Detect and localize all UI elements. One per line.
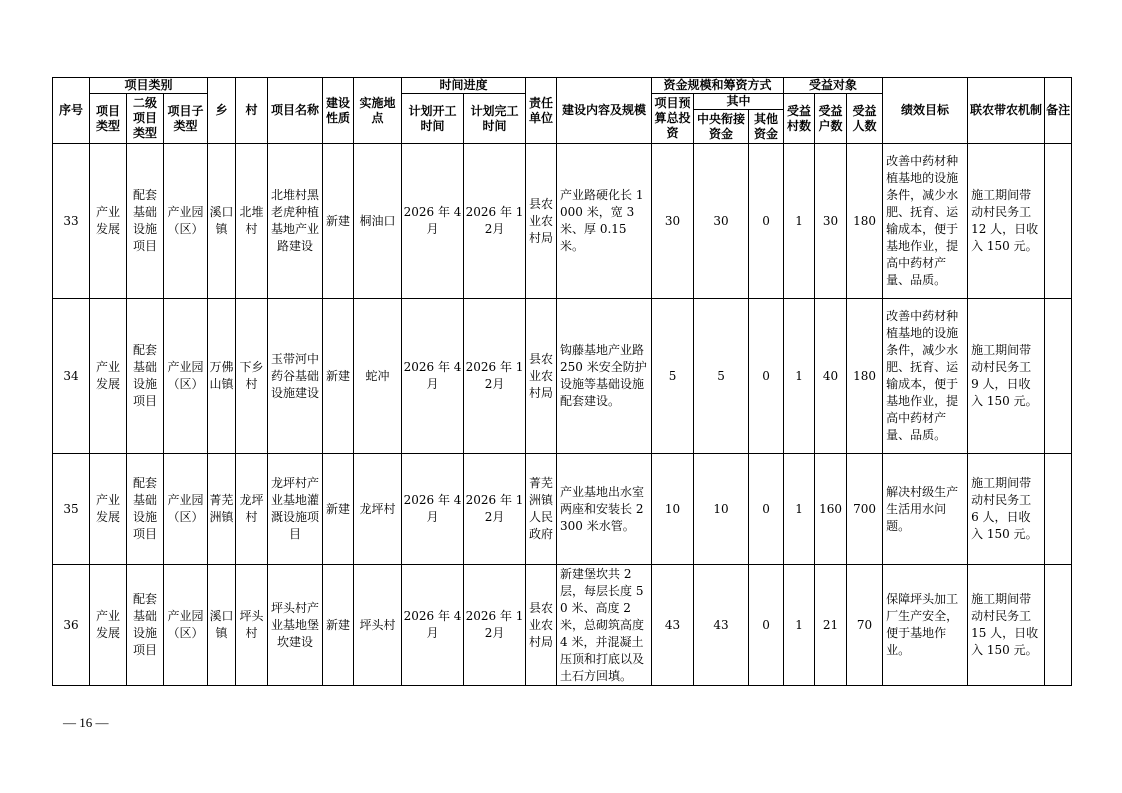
cell-performance: 解决村级生产生活用水问题。 (883, 454, 968, 565)
cell-plan-end: 2026 年 12月 (464, 144, 526, 299)
cell-location: 龙坪村 (354, 454, 402, 565)
cell-villages: 1 (784, 299, 815, 454)
cell-total-budget: 10 (652, 454, 694, 565)
cell-seq: 33 (53, 144, 90, 299)
cell-other-funds: 0 (749, 454, 784, 565)
cell-project-name: 北堆村黑老虎种植基地产业路建设 (268, 144, 323, 299)
cell-subcategory: 产业园（区） (164, 144, 208, 299)
header-group-category: 项目类别 (90, 78, 208, 94)
table-row (53, 454, 1072, 565)
cell-village: 北堆村 (236, 144, 268, 299)
cell-people: 180 (847, 299, 883, 454)
cell-plan-end: 2026 年 12月 (464, 299, 526, 454)
cell-total-budget: 30 (652, 144, 694, 299)
cell-responsible: 县农业农村局 (526, 299, 557, 454)
header-group-among: 其中 (694, 94, 784, 110)
cell-subcategory: 产业园（区） (164, 454, 208, 565)
cell-remarks (1045, 144, 1072, 299)
cell-performance: 改善中药材种植基地的设施条件，减少水肥、抚育、运输成本，便于基地作业，提高中药材产量、品质。 (883, 144, 968, 299)
cell-content: 产业路硬化长 1000 米，宽 3 米、厚 0.15 米。 (557, 144, 652, 299)
cell-other-funds: 0 (749, 565, 784, 686)
cell-content: 钩藤基地产业路 250 米安全防护设施等基础设施配套建设。 (557, 299, 652, 454)
cell-subcategory: 产业园（区） (164, 299, 208, 454)
cell-subcategory: 产业园（区） (164, 565, 208, 686)
cell-subcategory-2: 配套基础设施项目 (127, 299, 164, 454)
header-people: 受益人数 (847, 94, 883, 144)
header-village: 村 (236, 78, 268, 144)
cell-responsible: 菁芜洲镇人民政府 (526, 454, 557, 565)
header-project-name: 项目名称 (268, 78, 323, 144)
header-group-schedule: 时间进度 (402, 78, 526, 94)
table-row (53, 144, 1072, 299)
cell-location: 坪头村 (354, 565, 402, 686)
header-township: 乡 (208, 78, 236, 144)
page-number: — 16 — (63, 715, 109, 730)
cell-people: 700 (847, 454, 883, 565)
header-responsible: 责任单位 (526, 78, 557, 144)
cell-remarks (1045, 299, 1072, 454)
cell-township: 溪口镇 (208, 565, 236, 686)
cell-project-name: 龙坪村产业基地灌溉设施项目 (268, 454, 323, 565)
cell-build-type: 新建 (323, 299, 354, 454)
cell-plan-end: 2026 年 12月 (464, 565, 526, 686)
cell-households: 160 (815, 454, 847, 565)
cell-people: 180 (847, 144, 883, 299)
cell-performance: 保障坪头加工厂生产安全，便于基地作业。 (883, 565, 968, 686)
header-other-funds: 其他资金 (749, 110, 784, 144)
cell-subcategory-2: 配套基础设施项目 (127, 454, 164, 565)
cell-plan-end: 2026 年 12月 (464, 454, 526, 565)
cell-subcategory-2: 配套基础设施项目 (127, 565, 164, 686)
cell-mechanism: 施工期间带动村民务工 6 人，日收入 150 元。 (968, 454, 1045, 565)
cell-mechanism: 施工期间带动村民务工 12 人，日收入 150 元。 (968, 144, 1045, 299)
cell-township: 万佛山镇 (208, 299, 236, 454)
cell-build-type: 新建 (323, 454, 354, 565)
cell-performance: 改善中药材种植基地的设施条件，减少水肥、抚育、运输成本，便于基地作业，提高中药材产量、品质。 (883, 299, 968, 454)
header-group-beneficiary: 受益对象 (784, 78, 883, 94)
cell-central-funds: 10 (694, 454, 749, 565)
cell-households: 40 (815, 299, 847, 454)
cell-remarks (1045, 565, 1072, 686)
cell-location: 蛇冲 (354, 299, 402, 454)
cell-seq: 35 (53, 454, 90, 565)
cell-type: 产业发展 (90, 299, 127, 454)
cell-households: 30 (815, 144, 847, 299)
cell-content: 产业基地出水室两座和安装长 2300 米水管。 (557, 454, 652, 565)
header-plan-end: 计划完工时间 (464, 94, 526, 144)
header-location: 实施地点 (354, 78, 402, 144)
cell-project-name: 坪头村产业基地堡坎建设 (268, 565, 323, 686)
header-subcategory: 项目子类型 (164, 94, 208, 144)
cell-total-budget: 43 (652, 565, 694, 686)
header-performance: 绩效目标 (883, 78, 968, 144)
cell-build-type: 新建 (323, 144, 354, 299)
cell-villages: 1 (784, 144, 815, 299)
table-row (53, 565, 1072, 686)
header-mechanism: 联农带农机制 (968, 78, 1045, 144)
header-group-funds: 资金规模和筹资方式 (652, 78, 784, 94)
cell-build-type: 新建 (323, 565, 354, 686)
cell-villages: 1 (784, 454, 815, 565)
table-row (53, 299, 1072, 454)
cell-remarks (1045, 454, 1072, 565)
cell-plan-start: 2026 年 4 月 (402, 144, 464, 299)
header-content: 建设内容及规模 (557, 78, 652, 144)
cell-village: 龙坪村 (236, 454, 268, 565)
cell-responsible: 县农业农村局 (526, 565, 557, 686)
cell-other-funds: 0 (749, 144, 784, 299)
cell-location: 桐油口 (354, 144, 402, 299)
header-build-type: 建设性质 (323, 78, 354, 144)
header-households: 受益户数 (815, 94, 847, 144)
cell-type: 产业发展 (90, 144, 127, 299)
cell-households: 21 (815, 565, 847, 686)
header-total-budget: 项目预算总投资 (652, 94, 694, 144)
header-central-funds: 中央衔接资金 (694, 110, 749, 144)
cell-village: 下乡村 (236, 299, 268, 454)
cell-mechanism: 施工期间带动村民务工 9 人，日收入 150 元。 (968, 299, 1045, 454)
cell-seq: 34 (53, 299, 90, 454)
cell-mechanism: 施工期间带动村民务工 15 人，日收入 150 元。 (968, 565, 1045, 686)
cell-plan-start: 2026 年 4 月 (402, 454, 464, 565)
cell-central-funds: 43 (694, 565, 749, 686)
header-category-type: 项目类型 (90, 94, 127, 144)
cell-responsible: 县农业农村局 (526, 144, 557, 299)
cell-type: 产业发展 (90, 454, 127, 565)
cell-total-budget: 5 (652, 299, 694, 454)
header-remarks: 备注 (1045, 78, 1072, 144)
cell-plan-start: 2026 年 4 月 (402, 299, 464, 454)
header-villages: 受益村数 (784, 94, 815, 144)
cell-content: 新建堡坎共 2 层，每层长度 50 米、高度 2 米，总砌筑高度 4 米，并混凝土压顶和打底以及土石方回填。 (557, 565, 652, 686)
cell-central-funds: 5 (694, 299, 749, 454)
cell-village: 坪头村 (236, 565, 268, 686)
cell-other-funds: 0 (749, 299, 784, 454)
cell-subcategory-2: 配套基础设施项目 (127, 144, 164, 299)
project-table (52, 77, 1072, 686)
cell-central-funds: 30 (694, 144, 749, 299)
cell-plan-start: 2026 年 4 月 (402, 565, 464, 686)
cell-township: 菁芜洲镇 (208, 454, 236, 565)
cell-township: 溪口镇 (208, 144, 236, 299)
header-subcategory-2: 二级项目类型 (127, 94, 164, 144)
cell-people: 70 (847, 565, 883, 686)
cell-seq: 36 (53, 565, 90, 686)
cell-villages: 1 (784, 565, 815, 686)
header-plan-start: 计划开工时间 (402, 94, 464, 144)
header-seq: 序号 (53, 78, 90, 144)
cell-project-name: 玉带河中药谷基础设施建设 (268, 299, 323, 454)
cell-type: 产业发展 (90, 565, 127, 686)
